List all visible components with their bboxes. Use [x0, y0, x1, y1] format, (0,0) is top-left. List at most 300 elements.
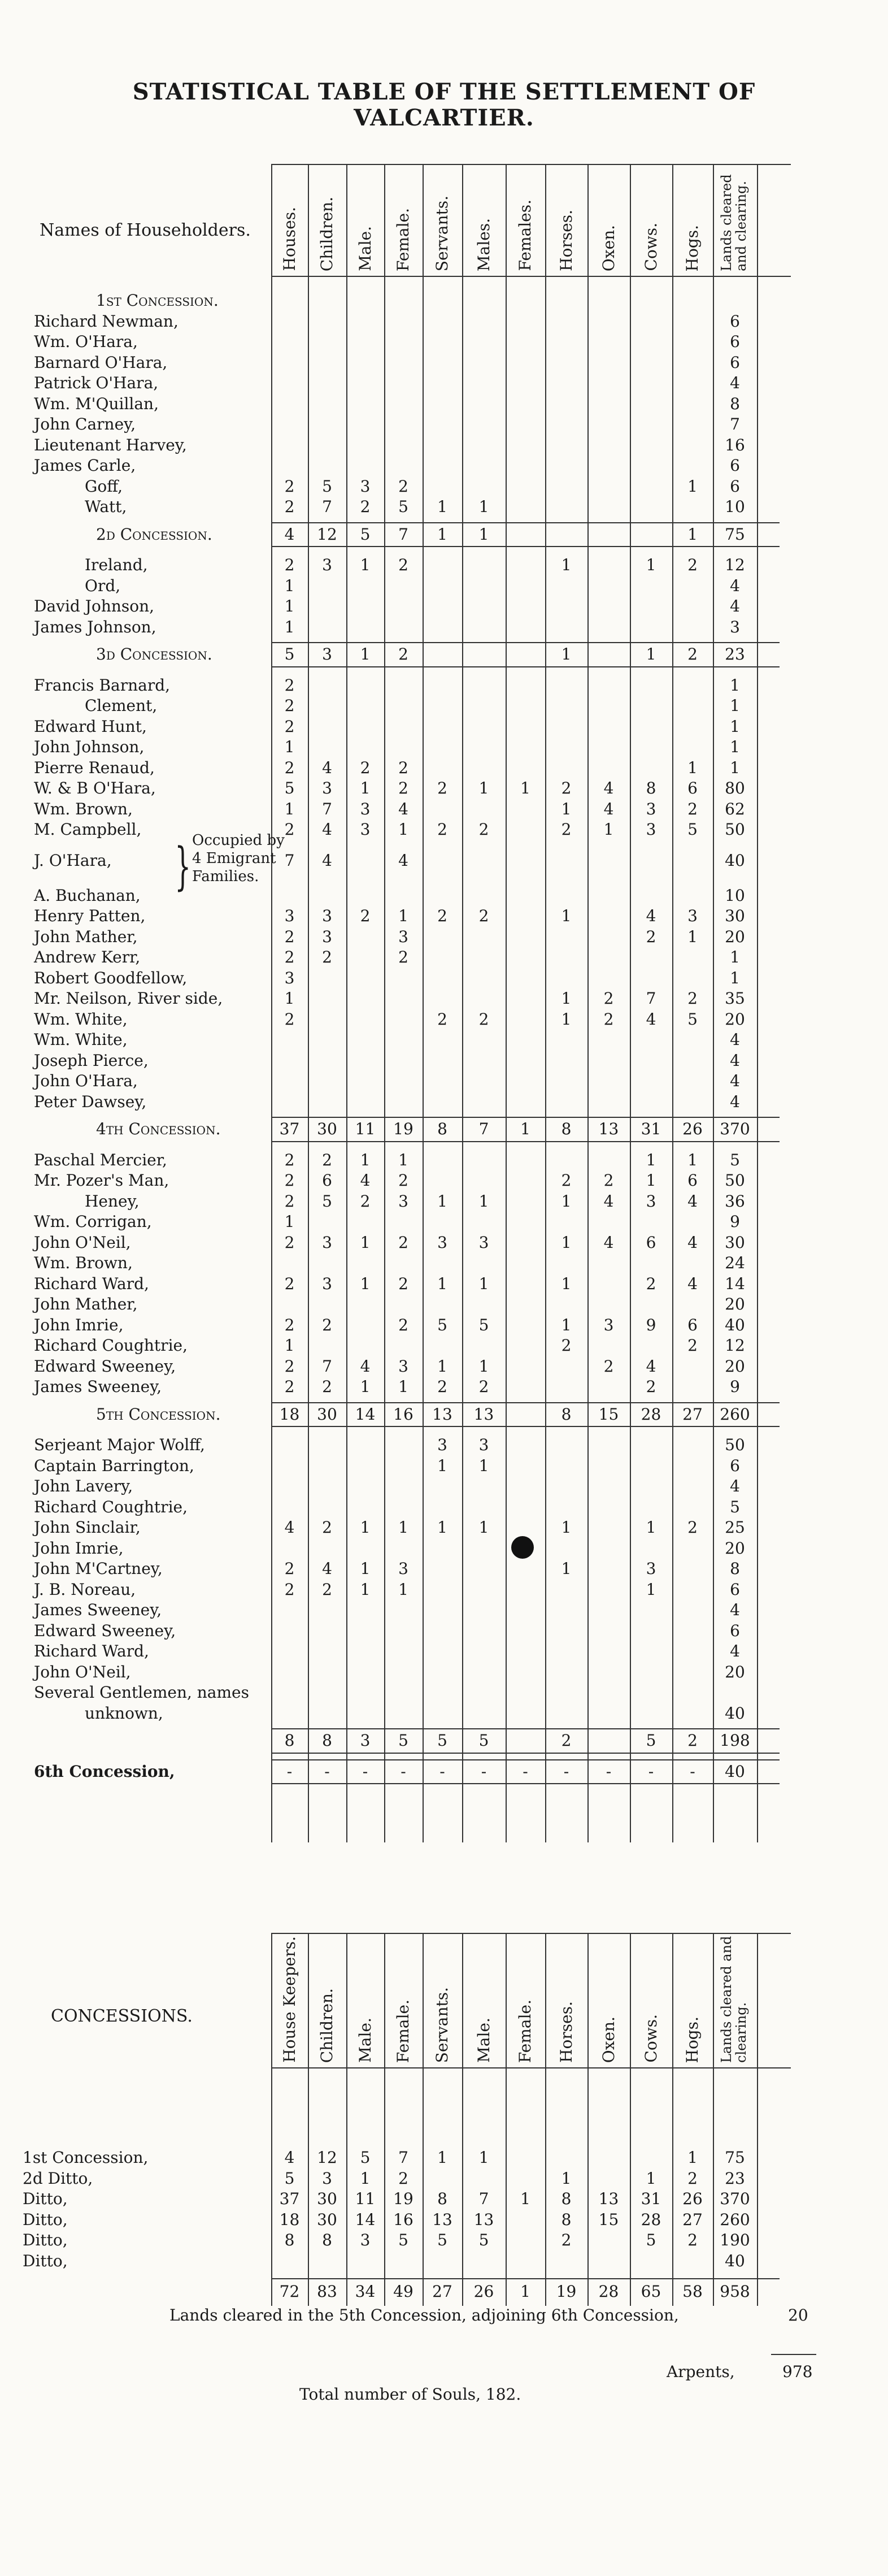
- table-cell: 15: [598, 2210, 619, 2229]
- column-header: [630, 164, 672, 271]
- column-header-label: Oxen.: [599, 2016, 618, 2063]
- table-cell: 12: [725, 556, 745, 574]
- table-cell: 20: [725, 1538, 745, 1558]
- table-cell: 1: [561, 556, 572, 574]
- table-cell: 2: [284, 1274, 295, 1293]
- table-cell: 1: [478, 497, 489, 516]
- column-header-label: Houses.: [280, 207, 299, 271]
- table-cell: 2: [561, 820, 572, 839]
- table-cell: 9: [730, 1377, 740, 1397]
- table-cell: 23: [725, 2169, 745, 2188]
- table-cell: 1: [730, 717, 740, 736]
- table-cell: 5: [478, 1315, 489, 1334]
- householder-name: John Mather,: [34, 1295, 138, 1314]
- column-header: [506, 164, 545, 271]
- table-cell: 8: [646, 779, 656, 797]
- table-cell: 1: [437, 1456, 447, 1475]
- total-cell: 27: [432, 2282, 452, 2301]
- table-cell: 1: [437, 1191, 447, 1211]
- householder-name: A. Buchanan,: [34, 886, 141, 905]
- column-rule: [757, 164, 758, 1842]
- column-header: [587, 1933, 630, 2063]
- table-cell: 2: [284, 820, 295, 839]
- table-cell: 5: [322, 1191, 332, 1211]
- table-cell: 1: [687, 2148, 698, 2167]
- concession-heading: 3d Concession.: [96, 645, 212, 663]
- householder-name: James Johnson,: [34, 617, 156, 636]
- column-header: [423, 1933, 462, 2063]
- table-cell: 2: [322, 1315, 332, 1334]
- table-cell: 2: [646, 1377, 656, 1397]
- table-cell: 4: [730, 1030, 740, 1050]
- table-cell: 5: [284, 645, 295, 663]
- householder-name: John O'Hara,: [34, 1072, 138, 1091]
- table-cell: 6: [730, 456, 740, 475]
- table-cell: 2: [603, 1009, 614, 1029]
- concession-heading: 2d Concession.: [96, 524, 212, 544]
- table-cell: 1: [730, 948, 740, 967]
- table-cell: 5: [687, 820, 698, 839]
- table-cell: 1: [360, 1580, 371, 1599]
- table-cell: 2: [284, 1171, 295, 1190]
- table-cell: 1: [284, 597, 295, 615]
- table-cell: 4: [730, 597, 740, 615]
- column-header: [271, 164, 308, 271]
- column-header-label: Female.: [394, 207, 412, 271]
- table-cell: 3: [322, 645, 332, 663]
- table-cell: 4: [284, 1518, 295, 1537]
- table-cell: 4: [603, 1191, 614, 1211]
- concession-heading: 1st Concession.: [96, 291, 219, 310]
- total-rule: [271, 1117, 780, 1118]
- header-rule: [271, 276, 791, 277]
- table-cell: 1: [646, 556, 656, 574]
- table-cell: 13: [432, 2210, 452, 2229]
- table-cell: 6: [730, 353, 740, 372]
- householder-name: Joseph Pierce,: [34, 1051, 149, 1070]
- table-cell: 5: [398, 497, 408, 516]
- column-header-label: House Keepers.: [280, 1936, 299, 2063]
- table-cell: 1: [520, 1120, 530, 1139]
- table-cell: 1: [561, 1191, 572, 1211]
- table-cell: 3: [322, 907, 332, 926]
- table-cell: 3: [398, 1559, 408, 1578]
- table-cell: 4: [687, 1233, 698, 1252]
- table-cell: 2: [398, 1315, 408, 1334]
- table-cell: 1: [437, 1518, 447, 1537]
- table-cell: 2: [478, 820, 489, 839]
- table-cell: 2: [284, 1233, 295, 1252]
- table-cell: 2: [398, 556, 408, 574]
- householder-name: John O'Neil,: [34, 1233, 131, 1252]
- table-cell: 5: [687, 1009, 698, 1029]
- table-cell: 1: [360, 1150, 371, 1169]
- table-cell: 2: [284, 556, 295, 574]
- column-header: [545, 1933, 587, 2063]
- table-cell: 7: [398, 524, 408, 544]
- table-cell: 1: [437, 2148, 447, 2167]
- ink-blot: [511, 1536, 534, 1559]
- concession-heading: 4th Concession.: [96, 1120, 221, 1139]
- table-cell: 8: [284, 2231, 295, 2249]
- table-cell: 8: [322, 1731, 332, 1750]
- table-cell: 2: [437, 779, 447, 797]
- table-cell: 1: [478, 779, 489, 797]
- total-rule: [271, 1783, 780, 1784]
- table-cell: 2: [603, 1171, 614, 1190]
- householder-name: 1st Concession,: [23, 2148, 149, 2167]
- table-cell: -: [563, 1762, 569, 1781]
- table-cell: 1: [360, 1233, 371, 1252]
- table-cell: 6: [687, 1315, 698, 1334]
- total-cell: 65: [641, 2282, 661, 2301]
- table-cell: 3: [437, 1233, 447, 1252]
- householder-name: Mr. Neilson, River side,: [34, 989, 223, 1008]
- table-cell: -: [286, 1762, 293, 1781]
- names-header: Names of Householders.: [40, 220, 251, 240]
- column-rule: [587, 1933, 589, 2306]
- table-cell: 2: [646, 927, 656, 946]
- table-cell: 2: [687, 1731, 698, 1750]
- table-cell: 2: [561, 1731, 572, 1750]
- table-cell: 5: [437, 1315, 447, 1334]
- table-cell: 1: [603, 820, 614, 839]
- householder-name: Captain Barrington,: [34, 1456, 194, 1475]
- table-cell: 2: [687, 1518, 698, 1537]
- column-header-label: Male.: [355, 226, 375, 271]
- column-rule: [423, 164, 424, 1842]
- householder-name: Edward Sweeney,: [34, 1621, 176, 1640]
- table-cell: -: [648, 1762, 654, 1781]
- table-cell: 2: [284, 1559, 295, 1578]
- householder-name: Clement,: [85, 696, 158, 715]
- lands-note-value: 20: [788, 2306, 808, 2325]
- table-cell: 1: [561, 1315, 572, 1334]
- householder-name: Paschal Mercier,: [34, 1150, 167, 1169]
- table-cell: 23: [725, 645, 745, 663]
- column-header: [346, 1933, 384, 2063]
- table-cell: 1: [284, 576, 295, 595]
- table-cell: 1: [687, 476, 698, 496]
- title-line-1: STATISTICAL TABLE OF THE SETTLEMENT OF: [132, 79, 756, 105]
- table-cell: 30: [317, 2210, 337, 2229]
- table-cell: 1: [360, 1274, 371, 1293]
- column-header: [308, 164, 346, 271]
- total-rule: [271, 1141, 780, 1142]
- householder-name: David Johnson,: [34, 597, 155, 615]
- total-rule: [271, 546, 780, 547]
- table-cell: 1: [646, 645, 656, 663]
- column-header: [271, 1933, 308, 2063]
- table-cell: 2: [687, 645, 698, 663]
- table-cell: 6: [730, 332, 740, 351]
- table-cell: 2: [437, 907, 447, 926]
- column-header-label: Oxen.: [599, 224, 618, 271]
- table-cell: 62: [725, 799, 745, 818]
- table-cell: 24: [725, 1254, 745, 1273]
- table-cell: 3: [360, 820, 371, 839]
- table-cell: 6: [322, 1171, 332, 1190]
- table-cell: 8: [730, 394, 740, 413]
- column-header-label: Female.: [516, 1999, 534, 2063]
- table-cell: 2: [437, 1009, 447, 1029]
- table-cell: 15: [598, 1404, 619, 1424]
- table-cell: 13: [598, 1120, 619, 1139]
- column-header: [462, 164, 506, 271]
- total-cell: 28: [598, 2282, 619, 2301]
- header-rule: [271, 164, 791, 165]
- table-cell: 370: [720, 1120, 750, 1139]
- table-cell: 5: [437, 2231, 447, 2249]
- table-cell: 4: [603, 779, 614, 797]
- table-cell: 4: [398, 799, 408, 818]
- table-cell: 8: [561, 2189, 572, 2208]
- table-cell: 11: [355, 1120, 376, 1139]
- table-cell: 2: [478, 907, 489, 926]
- total-cell: 19: [556, 2282, 577, 2301]
- table-cell: 2: [284, 1377, 295, 1397]
- total-rule: [271, 2278, 780, 2279]
- table-cell: 5: [646, 1731, 656, 1750]
- table-cell: 8: [730, 1559, 740, 1578]
- table-cell: 1: [646, 1580, 656, 1599]
- table-cell: 1: [561, 1009, 572, 1029]
- table-cell: 2: [561, 1336, 572, 1355]
- table-cell: 1: [360, 645, 371, 663]
- lands-note: Lands cleared in the 5th Concession, adjoining 6th Concession,: [169, 2306, 679, 2325]
- table-cell: 4: [730, 1092, 740, 1111]
- total-rule: [271, 642, 780, 643]
- table-cell: 5: [646, 2231, 656, 2249]
- table-cell: 3: [646, 820, 656, 839]
- householder-name: James Sweeney,: [34, 1377, 162, 1397]
- column-header: [384, 1933, 423, 2063]
- table-cell: 6: [730, 311, 740, 331]
- table-cell: 1: [478, 524, 489, 544]
- table-cell: 3: [478, 1233, 489, 1252]
- table-cell: 2: [284, 675, 295, 695]
- table-cell: 37: [279, 1120, 300, 1139]
- table-cell: 2: [603, 989, 614, 1008]
- householder-name: Patrick O'Hara,: [34, 374, 159, 392]
- table-cell: 7: [478, 1120, 489, 1139]
- householder-name: Heney,: [85, 1191, 140, 1211]
- householder-name: Francis Barnard,: [34, 675, 171, 695]
- table-cell: -: [690, 1762, 695, 1781]
- householder-name: John Imrie,: [34, 1538, 124, 1558]
- table-cell: 31: [641, 1120, 661, 1139]
- householder-name: Mr. Pozer's Man,: [34, 1171, 169, 1190]
- table-cell: 1: [561, 645, 572, 663]
- column-header: [672, 164, 713, 271]
- table-cell: 2: [603, 1356, 614, 1376]
- table-cell: 75: [725, 524, 745, 544]
- table-cell: 5: [730, 1497, 740, 1516]
- table-cell: 3: [478, 1436, 489, 1455]
- table-cell: 2: [646, 1274, 656, 1293]
- column-header-label: Children.: [317, 1988, 336, 2063]
- table-cell: 5: [478, 2231, 489, 2249]
- table-cell: 8: [437, 2189, 447, 2208]
- table-cell: 2: [398, 645, 408, 663]
- table-cell: 2: [437, 1377, 447, 1397]
- table-cell: 2: [284, 696, 295, 715]
- table-cell: 1: [561, 1559, 572, 1578]
- table-cell: 2: [322, 1150, 332, 1169]
- table-cell: 19: [393, 1120, 413, 1139]
- table-cell: 40: [725, 851, 745, 870]
- table-cell: 2: [322, 948, 332, 967]
- table-cell: 1: [398, 1377, 408, 1397]
- householder-name: John M'Cartney,: [34, 1559, 163, 1578]
- householder-name: Richard Coughtrie,: [34, 1497, 188, 1516]
- table-cell: 4: [730, 1642, 740, 1661]
- table-cell: 2: [687, 799, 698, 818]
- table-cell: 1: [437, 1356, 447, 1376]
- column-header-label: Male.: [474, 2018, 493, 2063]
- table-cell: 190: [720, 2231, 750, 2249]
- table-cell: 1: [478, 1518, 489, 1537]
- table-cell: 2: [561, 1171, 572, 1190]
- total-rule: [271, 1426, 780, 1427]
- table-cell: 1: [360, 1377, 371, 1397]
- table-cell: 2: [284, 1009, 295, 1029]
- table-cell: 2: [561, 2231, 572, 2249]
- table-cell: 1: [478, 1356, 489, 1376]
- table-cell: 7: [284, 851, 295, 870]
- column-header-label: Cows.: [641, 223, 660, 271]
- table-cell: 37: [279, 2189, 300, 2208]
- table-cell: -: [401, 1762, 406, 1781]
- table-cell: 1: [561, 989, 572, 1008]
- table-cell: 8: [561, 1404, 572, 1424]
- table-cell: 4: [646, 907, 656, 926]
- table-cell: 1: [730, 675, 740, 695]
- column-rule: [462, 164, 463, 1842]
- table-cell: 6: [687, 779, 698, 797]
- table-cell: 3: [360, 2231, 371, 2249]
- table-cell: 2: [687, 1336, 698, 1355]
- table-cell: 2: [687, 556, 698, 574]
- column-rule: [506, 1933, 507, 2306]
- householder-name: Ditto,: [23, 2231, 68, 2249]
- column-header-label: Horses.: [556, 2001, 576, 2063]
- householder-name: Richard Ward,: [34, 1274, 149, 1293]
- table-cell: 12: [317, 2148, 337, 2167]
- table-cell: 10: [725, 497, 745, 516]
- table-cell: 2: [561, 779, 572, 797]
- concessions-summary-table: [0, 1910, 888, 2317]
- table-cell: 14: [355, 1404, 376, 1424]
- table-cell: 3: [360, 1731, 371, 1750]
- table-cell: 14: [725, 1274, 745, 1293]
- table-cell: 2: [478, 1377, 489, 1397]
- total-rule: [271, 666, 780, 667]
- table-cell: 1: [561, 907, 572, 926]
- table-cell: 20: [725, 1662, 745, 1681]
- householder-name: Ditto,: [23, 2210, 68, 2229]
- table-cell: 14: [355, 2210, 376, 2229]
- table-cell: 6: [730, 476, 740, 496]
- table-cell: 4: [730, 1051, 740, 1070]
- householder-name: Edward Sweeney,: [34, 1356, 176, 1376]
- table-cell: 2: [322, 1377, 332, 1397]
- table-cell: 2: [284, 1191, 295, 1211]
- table-cell: 1: [398, 907, 408, 926]
- table-cell: 7: [646, 989, 656, 1008]
- table-cell: -: [523, 1762, 528, 1781]
- table-cell: 4: [730, 1072, 740, 1091]
- table-cell: 3: [398, 1191, 408, 1211]
- table-cell: 8: [437, 1120, 447, 1139]
- table-cell: 13: [473, 1404, 494, 1424]
- column-header-label: Females.: [516, 200, 534, 271]
- column-header: [462, 1933, 506, 2063]
- table-cell: 6: [687, 1171, 698, 1190]
- table-cell: 1: [478, 1191, 489, 1211]
- table-cell: 8: [561, 1120, 572, 1139]
- table-cell: 2: [398, 779, 408, 797]
- table-cell: 1: [478, 1274, 489, 1293]
- column-header-label: Female.: [394, 1999, 412, 2063]
- table-cell: 2: [687, 989, 698, 1008]
- total-cell: 58: [682, 2282, 703, 2301]
- table-cell: 4: [730, 1601, 740, 1620]
- column-rule: [757, 1933, 758, 2306]
- table-cell: 27: [682, 2210, 703, 2229]
- table-cell: 1: [360, 779, 371, 797]
- table-cell: 1: [284, 1336, 295, 1355]
- table-cell: 4: [687, 1274, 698, 1293]
- householder-name: J. B. Noreau,: [34, 1580, 136, 1599]
- householder-name: James Carle,: [34, 456, 136, 475]
- table-cell: 2: [398, 948, 408, 967]
- table-cell: 20: [725, 927, 745, 946]
- householder-name: John Carney,: [34, 415, 136, 433]
- table-cell: 12: [725, 1336, 745, 1355]
- table-cell: 5: [360, 524, 371, 544]
- table-cell: 1: [284, 799, 295, 818]
- table-cell: 8: [561, 2210, 572, 2229]
- table-cell: 19: [393, 2189, 413, 2208]
- table-cell: 1: [360, 1559, 371, 1578]
- table-cell: 1: [437, 1274, 447, 1293]
- table-cell: 370: [720, 2189, 750, 2208]
- table-cell: 9: [730, 1212, 740, 1231]
- table-cell: 16: [725, 435, 745, 454]
- householder-name: Wm. White,: [34, 1009, 128, 1029]
- table-cell: 1: [561, 1518, 572, 1537]
- table-cell: 1: [687, 927, 698, 946]
- column-header: [346, 164, 384, 271]
- table-cell: 2: [284, 1580, 295, 1599]
- householder-name: Serjeant Major Wolff,: [34, 1436, 205, 1455]
- brace-note: Families.: [192, 868, 259, 885]
- householder-name: Ditto,: [23, 2251, 68, 2270]
- table-cell: 30: [317, 1404, 337, 1424]
- total-cell: 26: [473, 2282, 494, 2301]
- table-cell: 7: [322, 497, 332, 516]
- column-header: [713, 164, 757, 271]
- table-cell: 6: [730, 1621, 740, 1640]
- table-cell: 2: [398, 1171, 408, 1190]
- table-cell: 1: [360, 2169, 371, 2188]
- table-cell: 4: [603, 1233, 614, 1252]
- table-cell: 40: [725, 1315, 745, 1334]
- brace-icon: }: [175, 836, 191, 896]
- table-cell: 13: [598, 2189, 619, 2208]
- householder-name: Richard Newman,: [34, 311, 179, 331]
